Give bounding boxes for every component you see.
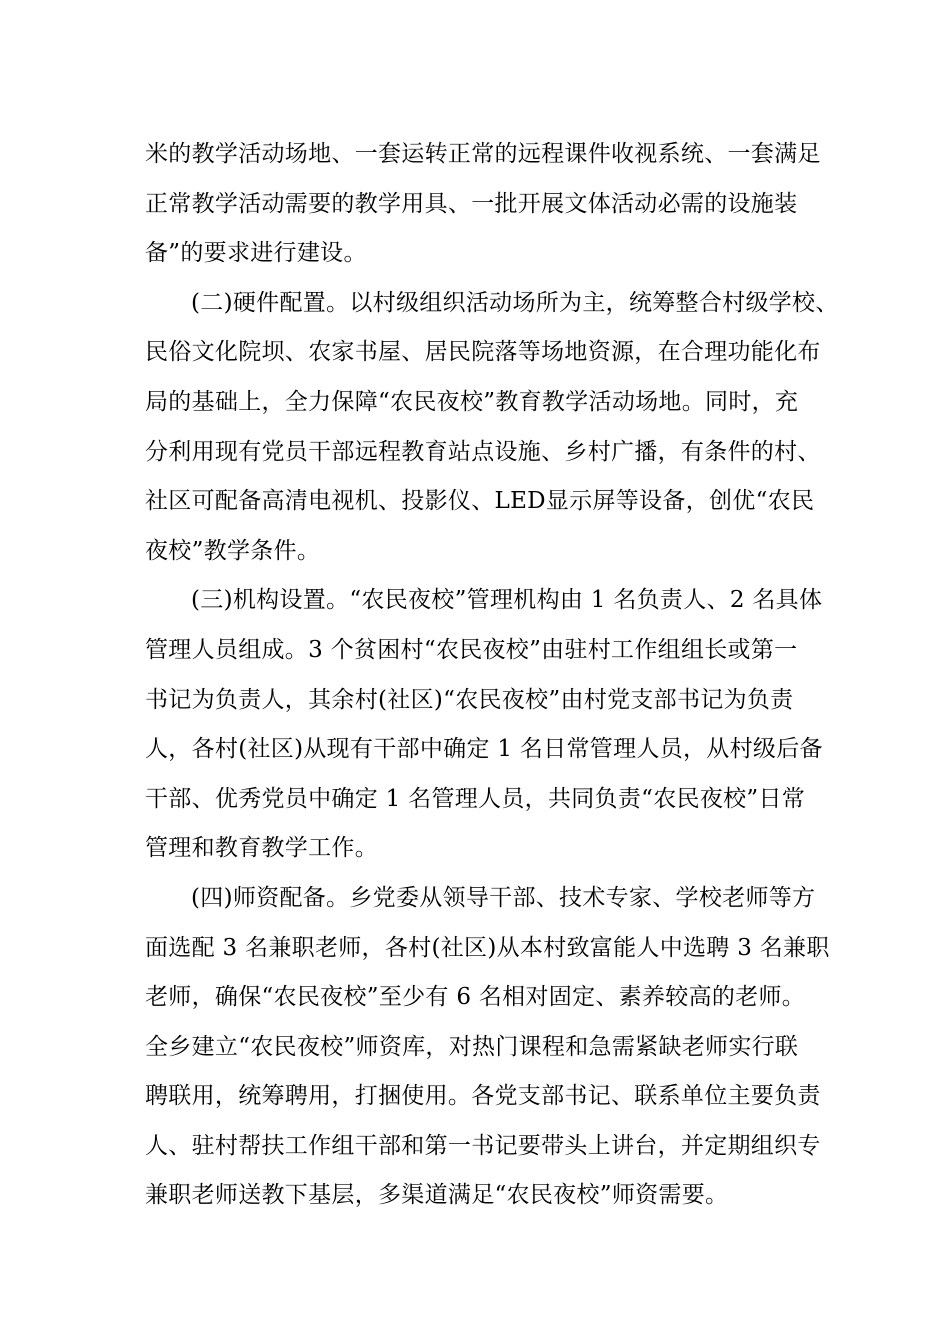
text-line: 人、驻村帮扶工作组干部和第一书记要带头上讲台，并定期组织专 [145, 1132, 821, 1159]
text-line: 书记为负责人，其余村(社区)“农民夜校”由村党支部书记为负责 [145, 686, 794, 713]
text-line: 管理人员组成。3 个贫困村“农民夜校”由驻村工作组组长或第一 [145, 636, 798, 663]
text-line: 兼职老师送教下基层，多渠道满足“农民夜校”师资需要。 [145, 1182, 729, 1209]
text-line: 人，各村(社区)从现有干部中确定 1 名日常管理人员，从村级后备 [145, 736, 823, 763]
paragraph-teacher-allocation [145, 874, 835, 1221]
text-line: (四)师资配备。乡党委从领导干部、技术专家、学校老师等方 [191, 884, 816, 911]
text-line: 管理和教育教学工作。 [145, 835, 378, 862]
paragraph-hardware-configuration [145, 279, 839, 577]
text-line: 分利用现有党员干部远程教育站点设施、乡村广播，有条件的村、 [145, 438, 821, 465]
text-line: 局的基础上，全力保障“农民夜校”教育教学活动场地。同时，充 [145, 388, 799, 415]
paragraph-continuation [145, 130, 835, 279]
text-line: 米的教学活动场地、一套运转正常的远程课件收视系统、一套满足 [145, 141, 821, 167]
text-line: 老师，确保“农民夜校”至少有 6 名相对固定、素养较高的老师。 [145, 984, 806, 1011]
text-line: 备”的要求进行建设。 [145, 240, 367, 267]
paragraph-organization-setup [145, 576, 835, 874]
text-line: 干部、优秀党员中确定 1 名管理人员，共同负责“农民夜校”日常 [145, 785, 806, 812]
text-line: 全乡建立“农民夜校”师资库，对热门课程和急需紧缺老师实行联 [145, 1033, 799, 1060]
text-line: 面选配 3 名兼职老师，各村(社区)从本村致富能人中选聘 3 名兼职 [145, 934, 830, 961]
text-line: (二)硬件配置。以村级组织活动场所为主，统筹整合村级学校、 [191, 289, 839, 316]
text-line: 聘联用，统筹聘用，打捆使用。各党支部书记、联系单位主要负责 [145, 1083, 821, 1110]
text-line: 夜校”教学条件。 [145, 537, 321, 564]
document-body [145, 130, 839, 1221]
text-line: 民俗文化院坝、农家书屋、居民院落等场地资源，在合理功能化布 [145, 339, 821, 366]
text-line: (三)机构设置。“农民夜校”管理机构由 1 名负责人、2 名具体 [191, 587, 823, 614]
text-line: 正常教学活动需要的教学用具、一批开展文体活动必需的设施装 [145, 190, 798, 217]
text-line: 社区可配备高清电视机、投影仪、LED显示屏等设备，创优“农民 [145, 488, 815, 515]
